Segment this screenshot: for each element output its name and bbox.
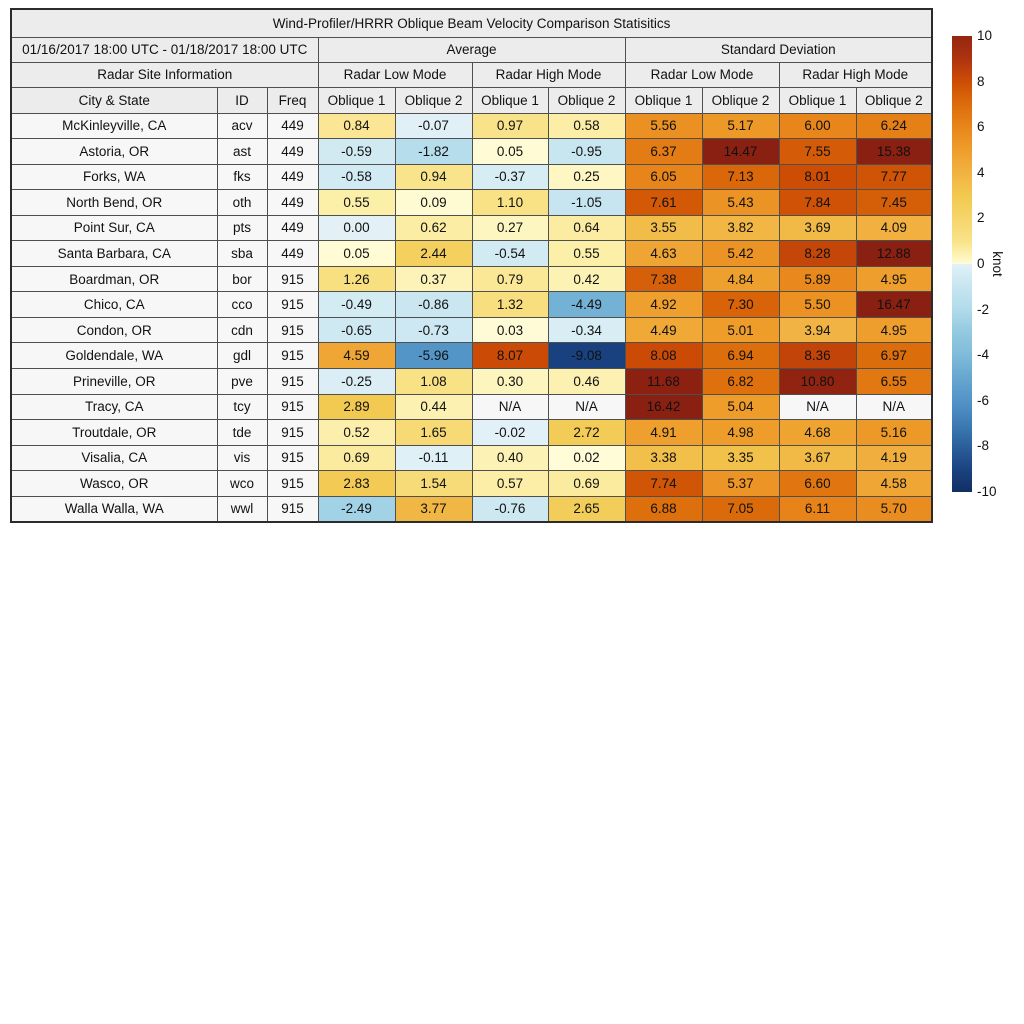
subheader-site-info: Radar Site Information	[11, 62, 318, 87]
value-cell: 7.77	[856, 164, 932, 190]
value-cell: 6.05	[625, 164, 702, 190]
value-cell: 0.55	[548, 241, 625, 267]
value-cell: 2.83	[318, 471, 395, 497]
value-cell: -0.37	[472, 164, 548, 190]
value-cell: 0.62	[395, 215, 472, 241]
value-cell: 1.54	[395, 471, 472, 497]
value-cell: 3.67	[779, 445, 856, 471]
value-cell: -0.86	[395, 292, 472, 318]
freq-cell: 915	[267, 394, 318, 420]
value-cell: -0.73	[395, 317, 472, 343]
value-cell: 0.84	[318, 113, 395, 139]
table-row	[11, 317, 932, 343]
value-cell: 12.88	[856, 241, 932, 267]
freq-cell: 915	[267, 496, 318, 522]
value-cell: 0.25	[548, 164, 625, 190]
figure-title: Wind-Profiler/HRRR Oblique Beam Velocity Comparison Statisitics	[11, 9, 932, 37]
value-cell: 4.95	[856, 317, 932, 343]
value-cell: 4.63	[625, 241, 702, 267]
city-cell: Santa Barbara, CA	[11, 241, 217, 267]
colorbar-tick-label: -6	[977, 392, 990, 408]
freq-cell: 915	[267, 445, 318, 471]
value-cell: -4.49	[548, 292, 625, 318]
colorbar-gradient	[952, 36, 972, 492]
mode-header-row	[11, 62, 932, 87]
site-id-cell: tcy	[217, 394, 267, 420]
colorbar-tick-label: 4	[977, 164, 985, 180]
table-row	[11, 266, 932, 292]
value-cell: 5.17	[702, 113, 779, 139]
value-cell: 0.09	[395, 190, 472, 216]
value-cell: 7.05	[702, 496, 779, 522]
value-cell: 7.45	[856, 190, 932, 216]
value-cell: 5.43	[702, 190, 779, 216]
col-header-oblique1: Oblique 1	[472, 87, 548, 113]
site-id-cell: tde	[217, 420, 267, 446]
freq-cell: 449	[267, 139, 318, 165]
col-header-oblique2: Oblique 2	[395, 87, 472, 113]
site-id-cell: ast	[217, 139, 267, 165]
value-cell: 0.64	[548, 215, 625, 241]
colorbar-tick-label: -8	[977, 438, 990, 454]
value-cell: 5.42	[702, 241, 779, 267]
value-cell: -5.96	[395, 343, 472, 369]
date-range: 01/16/2017 18:00 UTC - 01/18/2017 18:00 UTC	[11, 37, 318, 62]
table-row	[11, 420, 932, 446]
site-id-cell: wco	[217, 471, 267, 497]
colorbar-tick-label: -4	[977, 347, 990, 363]
value-cell: 10.80	[779, 368, 856, 394]
freq-cell: 915	[267, 368, 318, 394]
value-cell: 2.72	[548, 420, 625, 446]
city-cell: North Bend, OR	[11, 190, 217, 216]
value-cell: 5.50	[779, 292, 856, 318]
value-cell: 0.00	[318, 215, 395, 241]
site-id-cell: fks	[217, 164, 267, 190]
table-row	[11, 471, 932, 497]
value-cell: 3.38	[625, 445, 702, 471]
subheader-avg-low-mode: Radar Low Mode	[318, 62, 472, 87]
colorbar-tick-label: -2	[977, 301, 990, 317]
city-cell: Tracy, CA	[11, 394, 217, 420]
value-cell: 0.94	[395, 164, 472, 190]
colorbar-tick-label: 0	[977, 256, 985, 271]
value-cell: 5.70	[856, 496, 932, 522]
value-cell: -0.58	[318, 164, 395, 190]
value-cell: 4.98	[702, 420, 779, 446]
site-id-cell: sba	[217, 241, 267, 267]
value-cell: 0.30	[472, 368, 548, 394]
value-cell: -0.95	[548, 139, 625, 165]
value-cell: -0.02	[472, 420, 548, 446]
value-cell: 6.88	[625, 496, 702, 522]
col-header-oblique2: Oblique 2	[548, 87, 625, 113]
site-id-cell: pve	[217, 368, 267, 394]
value-cell: 14.47	[702, 139, 779, 165]
value-cell: 0.05	[318, 241, 395, 267]
statistics-table	[10, 8, 933, 523]
city-cell: Chico, CA	[11, 292, 217, 318]
value-cell: -9.08	[548, 343, 625, 369]
value-cell: 16.42	[625, 394, 702, 420]
value-cell: -1.05	[548, 190, 625, 216]
site-id-cell: cdn	[217, 317, 267, 343]
value-cell: 8.28	[779, 241, 856, 267]
value-cell: 0.58	[548, 113, 625, 139]
col-header-freq: Freq	[267, 87, 318, 113]
value-cell: 1.32	[472, 292, 548, 318]
value-cell: 1.65	[395, 420, 472, 446]
table-row	[11, 215, 932, 241]
value-cell: 0.42	[548, 266, 625, 292]
col-header-oblique2: Oblique 2	[856, 87, 932, 113]
table-row	[11, 496, 932, 522]
value-cell: 4.19	[856, 445, 932, 471]
value-cell: 5.16	[856, 420, 932, 446]
value-cell: 0.52	[318, 420, 395, 446]
value-cell: -0.76	[472, 496, 548, 522]
value-cell: 0.69	[318, 445, 395, 471]
freq-cell: 915	[267, 292, 318, 318]
city-cell: Boardman, OR	[11, 266, 217, 292]
city-cell: Prineville, OR	[11, 368, 217, 394]
freq-cell: 449	[267, 113, 318, 139]
site-id-cell: wwl	[217, 496, 267, 522]
value-cell: 2.44	[395, 241, 472, 267]
value-cell: 0.57	[472, 471, 548, 497]
city-cell: Troutdale, OR	[11, 420, 217, 446]
value-cell: 6.60	[779, 471, 856, 497]
value-cell: 0.97	[472, 113, 548, 139]
value-cell: 5.01	[702, 317, 779, 343]
col-header-oblique1: Oblique 1	[625, 87, 702, 113]
site-id-cell: acv	[217, 113, 267, 139]
value-cell: 7.13	[702, 164, 779, 190]
freq-cell: 915	[267, 266, 318, 292]
city-cell: Visalia, CA	[11, 445, 217, 471]
table-row	[11, 241, 932, 267]
group-header-std: Standard Deviation	[625, 37, 932, 62]
value-cell: 2.65	[548, 496, 625, 522]
value-cell: 0.79	[472, 266, 548, 292]
value-cell: 4.91	[625, 420, 702, 446]
colorbar-unit-label: knot	[990, 251, 1005, 277]
value-cell: 4.92	[625, 292, 702, 318]
value-cell: 4.84	[702, 266, 779, 292]
city-cell: McKinleyville, CA	[11, 113, 217, 139]
value-cell: 7.84	[779, 190, 856, 216]
value-cell: 0.55	[318, 190, 395, 216]
value-cell: 5.04	[702, 394, 779, 420]
table-row	[11, 292, 932, 318]
column-header-row	[11, 87, 932, 113]
value-cell: N/A	[856, 394, 932, 420]
table-row	[11, 445, 932, 471]
value-cell: N/A	[472, 394, 548, 420]
value-cell: 6.37	[625, 139, 702, 165]
value-cell: 5.89	[779, 266, 856, 292]
site-id-cell: pts	[217, 215, 267, 241]
colorbar-tick-label: 2	[977, 210, 985, 226]
value-cell: 3.69	[779, 215, 856, 241]
colorbar-tick-label: 8	[977, 73, 985, 89]
value-cell: -2.49	[318, 496, 395, 522]
value-cell: 0.69	[548, 471, 625, 497]
site-id-cell: cco	[217, 292, 267, 318]
colorbar-tick-label: -10	[977, 484, 997, 499]
value-cell: N/A	[779, 394, 856, 420]
value-cell: 1.08	[395, 368, 472, 394]
value-cell: 1.10	[472, 190, 548, 216]
value-cell: 5.37	[702, 471, 779, 497]
city-cell: Goldendale, WA	[11, 343, 217, 369]
value-cell: 11.68	[625, 368, 702, 394]
value-cell: -0.54	[472, 241, 548, 267]
subheader-std-low-mode: Radar Low Mode	[625, 62, 779, 87]
value-cell: 7.38	[625, 266, 702, 292]
table-row	[11, 139, 932, 165]
value-cell: -0.34	[548, 317, 625, 343]
value-cell: 0.37	[395, 266, 472, 292]
value-cell: 6.11	[779, 496, 856, 522]
table-row	[11, 343, 932, 369]
value-cell: -0.25	[318, 368, 395, 394]
value-cell: N/A	[548, 394, 625, 420]
value-cell: 6.94	[702, 343, 779, 369]
col-header-oblique1: Oblique 1	[318, 87, 395, 113]
value-cell: 4.49	[625, 317, 702, 343]
value-cell: -1.82	[395, 139, 472, 165]
value-cell: 3.77	[395, 496, 472, 522]
city-cell: Astoria, OR	[11, 139, 217, 165]
col-header-city: City & State	[11, 87, 217, 113]
value-cell: 8.36	[779, 343, 856, 369]
freq-cell: 915	[267, 471, 318, 497]
value-cell: 8.08	[625, 343, 702, 369]
value-cell: 6.24	[856, 113, 932, 139]
value-cell: 8.01	[779, 164, 856, 190]
value-cell: 16.47	[856, 292, 932, 318]
value-cell: -0.49	[318, 292, 395, 318]
col-header-oblique1: Oblique 1	[779, 87, 856, 113]
value-cell: 4.58	[856, 471, 932, 497]
colorbar-tick-label: 10	[977, 28, 993, 43]
value-cell: 6.97	[856, 343, 932, 369]
value-cell: 3.94	[779, 317, 856, 343]
city-cell: Wasco, OR	[11, 471, 217, 497]
value-cell: 6.00	[779, 113, 856, 139]
value-cell: 15.38	[856, 139, 932, 165]
freq-cell: 449	[267, 164, 318, 190]
value-cell: 6.82	[702, 368, 779, 394]
value-cell: 0.40	[472, 445, 548, 471]
value-cell: -0.59	[318, 139, 395, 165]
freq-cell: 449	[267, 215, 318, 241]
freq-cell: 915	[267, 420, 318, 446]
site-id-cell: vis	[217, 445, 267, 471]
value-cell: 3.35	[702, 445, 779, 471]
group-header-row	[11, 37, 932, 62]
value-cell: 0.27	[472, 215, 548, 241]
value-cell: 4.09	[856, 215, 932, 241]
col-header-oblique2: Oblique 2	[702, 87, 779, 113]
value-cell: -0.07	[395, 113, 472, 139]
city-cell: Condon, OR	[11, 317, 217, 343]
freq-cell: 449	[267, 190, 318, 216]
value-cell: -0.11	[395, 445, 472, 471]
title-row	[11, 9, 932, 37]
value-cell: 6.55	[856, 368, 932, 394]
subheader-avg-high-mode: Radar High Mode	[472, 62, 625, 87]
value-cell: 0.03	[472, 317, 548, 343]
site-id-cell: oth	[217, 190, 267, 216]
table-row	[11, 190, 932, 216]
col-header-id: ID	[217, 87, 267, 113]
freq-cell: 915	[267, 343, 318, 369]
value-cell: 1.26	[318, 266, 395, 292]
value-cell: 0.05	[472, 139, 548, 165]
table-row	[11, 368, 932, 394]
value-cell: 4.95	[856, 266, 932, 292]
value-cell: 0.44	[395, 394, 472, 420]
value-cell: 8.07	[472, 343, 548, 369]
city-cell: Point Sur, CA	[11, 215, 217, 241]
table-row	[11, 394, 932, 420]
freq-cell: 449	[267, 241, 318, 267]
value-cell: 7.30	[702, 292, 779, 318]
subheader-std-high-mode: Radar High Mode	[779, 62, 932, 87]
value-cell: 0.46	[548, 368, 625, 394]
city-cell: Forks, WA	[11, 164, 217, 190]
value-cell: -0.65	[318, 317, 395, 343]
value-cell: 0.02	[548, 445, 625, 471]
colorbar-tick-label: 6	[977, 119, 985, 135]
site-id-cell: gdl	[217, 343, 267, 369]
value-cell: 4.59	[318, 343, 395, 369]
value-cell: 3.55	[625, 215, 702, 241]
value-cell: 3.82	[702, 215, 779, 241]
value-cell: 4.68	[779, 420, 856, 446]
group-header-average: Average	[318, 37, 625, 62]
freq-cell: 915	[267, 317, 318, 343]
value-cell: 5.56	[625, 113, 702, 139]
value-cell: 2.89	[318, 394, 395, 420]
table-row	[11, 164, 932, 190]
value-cell: 7.61	[625, 190, 702, 216]
value-cell: 7.74	[625, 471, 702, 497]
table-row	[11, 113, 932, 139]
site-id-cell: bor	[217, 266, 267, 292]
table-body	[11, 113, 932, 522]
city-cell: Walla Walla, WA	[11, 496, 217, 522]
value-cell: 7.55	[779, 139, 856, 165]
